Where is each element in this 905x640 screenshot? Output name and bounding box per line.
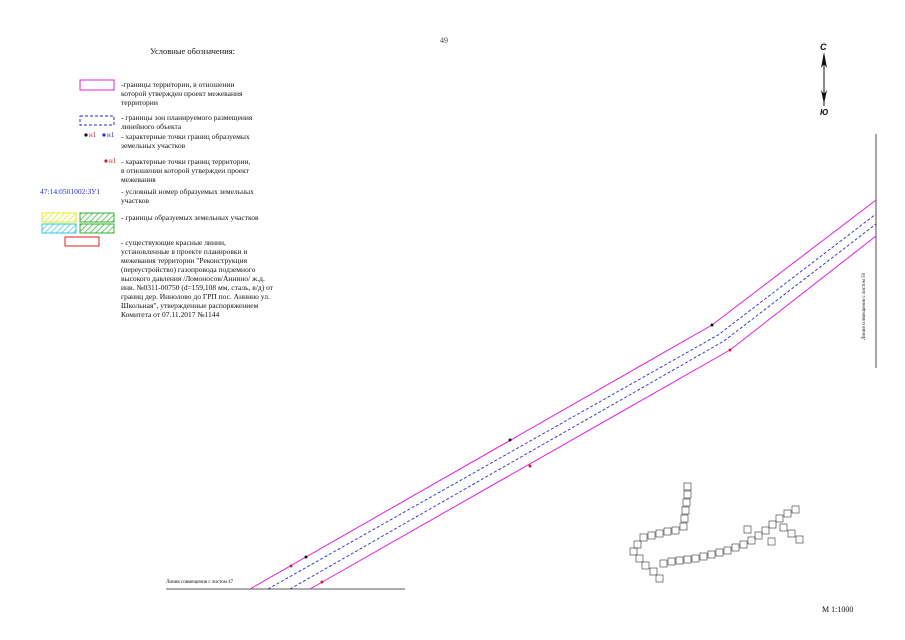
legend-point-marker — [102, 133, 105, 136]
legend-item-parcels: - границы образуемых земельных участков — [121, 213, 259, 222]
legend-title: Условные обозначения: — [150, 46, 236, 56]
legend-item-zone: - границы зон планируемого размещения линейного объекта — [121, 113, 253, 131]
legend-parcel-green-2 — [80, 224, 114, 233]
parcel-code: 47:14:0501002:ЗУ1 — [40, 187, 101, 196]
legend-zone-symbol — [80, 116, 114, 125]
territory-boundary-lower — [310, 236, 876, 589]
sheet-link-bottom: Линия совмещения с листом 47 — [166, 580, 234, 585]
compass-south-label: Ю — [820, 108, 829, 117]
page-number: 49 — [440, 36, 448, 45]
legend-item-territory: -границы территории, в отношении которой утвержден проект межевания территории — [121, 80, 243, 107]
compass — [821, 52, 827, 106]
corridor — [250, 200, 876, 589]
characteristic-points — [290, 324, 732, 584]
legend-point-marker — [84, 133, 87, 136]
compass-north-label: С — [820, 42, 827, 52]
point-label-red: н1 — [109, 157, 117, 165]
legend-item-points: - характерные точки границ образуемых земельных участков — [121, 132, 250, 150]
legend-parcel-green — [80, 213, 114, 222]
sheet-link-right: Линия совмещения с листом 50 — [862, 272, 867, 340]
legend-red-line-symbol — [65, 237, 99, 246]
legend-point-marker-red — [104, 159, 107, 162]
territory-boundary-upper — [250, 200, 876, 589]
legend-item-red-lines: - существующие красные линии, установленные в проекте планировки и межевания территории "Реконструкция (переустройство) газопровода подземного высокого давления /Ломоносов/Аннино/ ж.д. инв. №0311-00750 (d=159,108 мм, сталь, в/д) от границ дер. Иннолово до ГРП пос. Аннино ул. Школьная", утвержденные распоряжением Комитета от 07.11.2017 №1144 — [121, 238, 274, 319]
legend-parcel-cyan — [42, 224, 76, 233]
zone-boundary-upper — [268, 214, 876, 589]
legend-parcel-yellow — [42, 213, 76, 222]
legend-territory-symbol — [80, 80, 114, 90]
legend-item-parcel-number: - условный номер образуемых земельных участков — [121, 187, 254, 205]
legend-item-territory-points: - характерные точки границ территории, в отношении которой утвержден проект межевания — [121, 157, 251, 184]
point-label-a: н1 — [89, 131, 97, 139]
overview-map — [630, 483, 803, 582]
scale-label: М 1:1000 — [822, 605, 854, 614]
point-label-b: н1 — [107, 131, 115, 139]
